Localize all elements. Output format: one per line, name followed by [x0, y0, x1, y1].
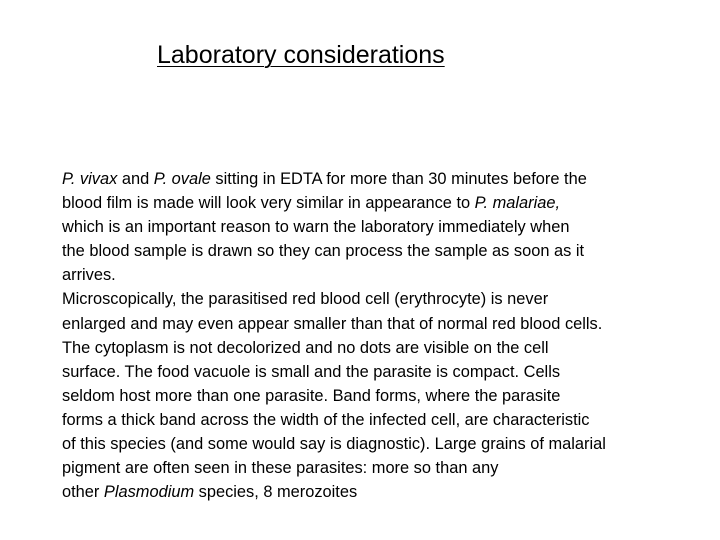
body-text-fragment: species, 8 merozoites [194, 483, 358, 502]
body-line [62, 167, 674, 191]
body-line: of this species (and some would say is diagnostic). Large grains of malarial [62, 435, 606, 454]
body-text-fragment: other [62, 483, 104, 502]
body-line: surface. The food vacuole is small and the parasite is compact. Cells [62, 362, 561, 381]
body-line: the blood sample is drawn so they can process the sample as soon as it [62, 242, 585, 261]
body-text-fragment: sitting in EDTA for more than 30 minutes before the [210, 170, 587, 188]
slide-body-text [62, 167, 674, 504]
species-name-italic: P. malariae, [474, 194, 561, 213]
body-line [62, 480, 674, 504]
body-line: pigment are often seen in these parasites: more so than any [62, 459, 499, 478]
species-name-italic: P. ovale [153, 170, 211, 188]
body-text-fragment: blood film is made will look very similar in appearance to [62, 194, 475, 213]
body-line: forms a thick band across the width of the infected cell, are characteristic [62, 410, 590, 429]
genus-name-italic: Plasmodium [103, 483, 195, 502]
body-line: The cytoplasm is not decolorized and no dots are visible on the cell [62, 338, 549, 357]
species-name-italic: P. vivax [62, 170, 118, 188]
body-line: which is an important reason to warn the laboratory immediately when [62, 218, 570, 237]
body-text-fragment: and [117, 170, 154, 188]
body-line: seldom host more than one parasite. Band forms, where the parasite [62, 386, 561, 405]
slide-title: Laboratory considerations [157, 41, 445, 69]
body-line: Microscopically, the parasitised red blood cell (erythrocyte) is never [62, 290, 549, 309]
body-line: enlarged and may even appear smaller than that of normal red blood cells. [62, 314, 603, 333]
body-line: arrives. [62, 266, 116, 285]
body-line [62, 191, 674, 215]
